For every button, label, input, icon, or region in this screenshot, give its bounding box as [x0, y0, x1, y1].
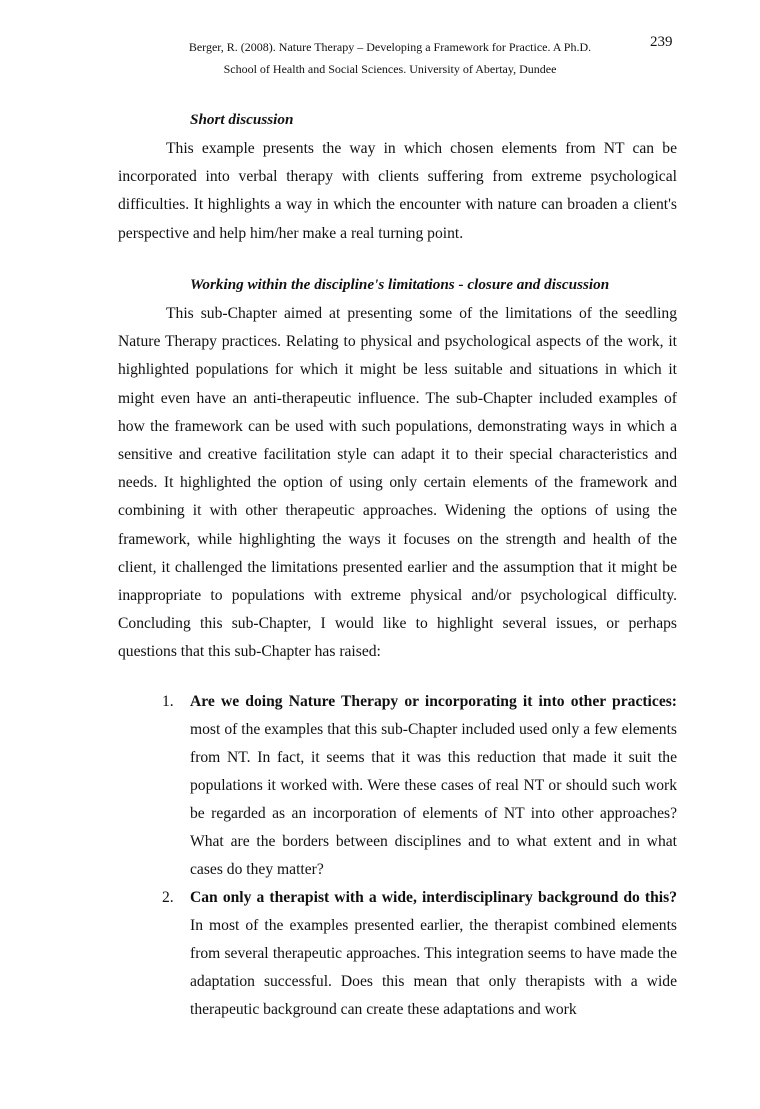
list-item [118, 688, 677, 884]
paragraph-limitations: This sub-Chapter aimed at presenting some of the limitations of the seedling Nature Therapy practices. Relating to physical and psychological aspects of the work, it highlighted populations for which it might be less suitable and situations in which it might even have an anti-therapeutic influence. The sub-Chapter included examples of how the framework can be used with such populations, demonstrating ways in which a sensitive and creative facilitation style can adapt it to their special characteristics and needs. It highlighted the option of using only certain elements of the framework and combining it with other therapeutic approaches. Widening the options of using the framework, while highlighting the ways it focuses on the strength and health of the client, it challenged the limitations presented earlier and the assumption that it might be inappropriate to populations with extreme physical and/or psychological difficulty. Concluding this sub-Chapter, I would like to highlight several issues, or perhaps questions that this sub-Chapter has raised: [118, 305, 677, 661]
questions-list [118, 688, 677, 1024]
section-heading-limitations: Working within the discipline's limitations - closure and discussion [190, 276, 610, 293]
list-item-number: 1. [162, 693, 174, 710]
page-number: 239 [650, 34, 673, 50]
list-item [118, 884, 677, 1024]
header-citation-line1: Berger, R. (2008). Nature Therapy – Developing a Framework for Practice. A Ph.D. [188, 40, 592, 54]
list-item-lead: Are we doing Nature Therapy or incorporating it into other practices: [190, 693, 677, 710]
paragraph-short-discussion: This example presents the way in which chosen elements from NT can be incorporated into verbal therapy with clients suffering from extreme psychological difficulties. It highlights a way in which the encounter with nature can broaden a client's perspective and help him/her make a real turning point. [118, 140, 677, 242]
list-item-lead: Can only a therapist with a wide, interdisciplinary background do this? [190, 889, 677, 906]
list-item-text: In most of the examples presented earlier, the therapist combined elements from several therapeutic approaches. This integration seems to have made the adaptation successful. Does this mean that only therapists with a wide therapeutic background can create these adaptations and work [190, 917, 677, 1018]
running-header [110, 36, 670, 80]
list-item-number: 2. [162, 889, 174, 906]
header-citation-line2: School of Health and Social Sciences. University of Abertay, Dundee [223, 62, 557, 76]
section-heading-short-discussion: Short discussion [190, 111, 294, 128]
list-item-text: most of the examples that this sub-Chapter included used only a few elements from NT. In fact, it seems that it was this reduction that made it suit the populations it worked with. Were these cases of real NT or should such work be regarded as an incorporation of elements of NT into other approaches? What are the borders between disciplines and to what extent and in what cases do they matter? [190, 721, 677, 878]
